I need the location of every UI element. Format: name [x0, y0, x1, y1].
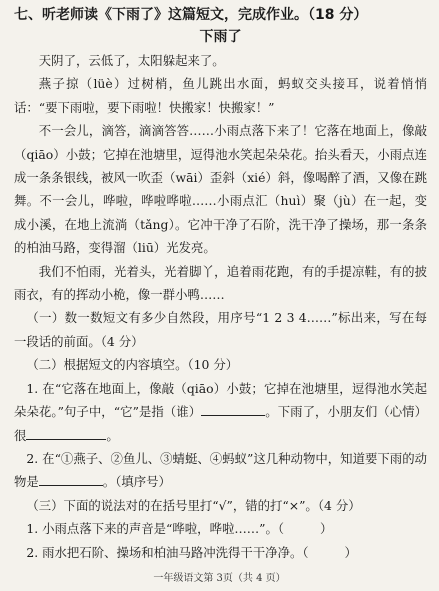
- answer-blank-who[interactable]: [201, 401, 265, 416]
- question-3-2-text: 2. 雨水把石阶、操场和柏油马路冲洗得干干净净。（: [26, 544, 309, 560]
- question-3-1: [14, 517, 427, 540]
- question-2-1: [14, 377, 427, 447]
- paren-close: ）: [344, 544, 357, 560]
- question-2-2-text-b: 。（填序号）: [102, 474, 171, 490]
- question-2-2: [14, 447, 427, 494]
- question-1: （一）数一数短文有多少自然段，用序号“1 2 3 4……”标出来，写在每一段话的前面。（4 分）: [14, 310, 427, 349]
- paren-close: ）: [320, 521, 333, 537]
- section-title: 七、听老师读《下雨了》这篇短文，完成作业。（18 分）: [14, 7, 368, 23]
- answer-blank-mood[interactable]: [26, 425, 106, 440]
- story-paragraph-4: 我们不怕雨，光着头，光着脚丫，追着雨花跑，有的手提凉鞋，有的披雨衣，有的挥动小桅，像一群小鸭……: [14, 263, 427, 303]
- story-paragraph-1: 天阴了，云低了，太阳躲起来了。: [38, 53, 225, 68]
- question-2-1-text-a: 1. 在“它落在地面上，像敲（qiāo）小鼓；它掉在池塘里，逗得池水笑起朵朵花。”句子中，“它”是指（谁）: [14, 380, 427, 420]
- story-paragraph-2: 燕子掠（lüè）过树梢，鱼儿跳出水面，蚂蚁交头接耳，说着悄悄话：“要下雨啦，要下雨啦！快搬家！快搬家！”: [14, 76, 427, 115]
- answer-blank-animals[interactable]: [39, 471, 103, 486]
- question-3-title: （三）下面的说法对的在括号里打“√”，错的打“×”。（4 分）: [26, 497, 361, 513]
- question-2-title: （二）根据短文的内容填空。（10 分）: [26, 357, 239, 373]
- story-title: 下雨了: [199, 29, 242, 45]
- question-2-1-text-b: 。下雨了，小朋友们（心情）很: [14, 404, 427, 443]
- question-3-1-text: 1. 小雨点落下来的声音是“哗啦，哗啦……”。（: [26, 521, 285, 537]
- page-footer: 一年级语文第 3页（共 4 页）: [153, 573, 286, 584]
- question-2-2-text-a: 2. 在“①燕子、②鱼儿、③蜻蜓、④蚂蚁”这几种动物中，知道要下雨的动物是: [14, 450, 427, 490]
- story-paragraph-3: 不一会儿，滴答，滴滴答答……小雨点落下来了！它落在地面上，像敲（qiāo）小鼓；它掉在池塘里，逗得池水笑起朵朵花。抬头看天，小雨点连成一条条银线，被风一吹歪（wāi）歪斜（xié）斜，像喝醉了酒，又像在跳舞。不一会儿，哗啦，哗啦哗啦……小雨点汇（huì）聚（jù）在一起，变成小溪，在地上流淌（tǎng）。它冲干净了石阶，洗干净了操场，那一条条的柏油马路，变得溜（liū）光发亮。: [14, 123, 427, 256]
- question-2-1-text-c: 。: [106, 427, 119, 443]
- question-3-2: [14, 541, 427, 564]
